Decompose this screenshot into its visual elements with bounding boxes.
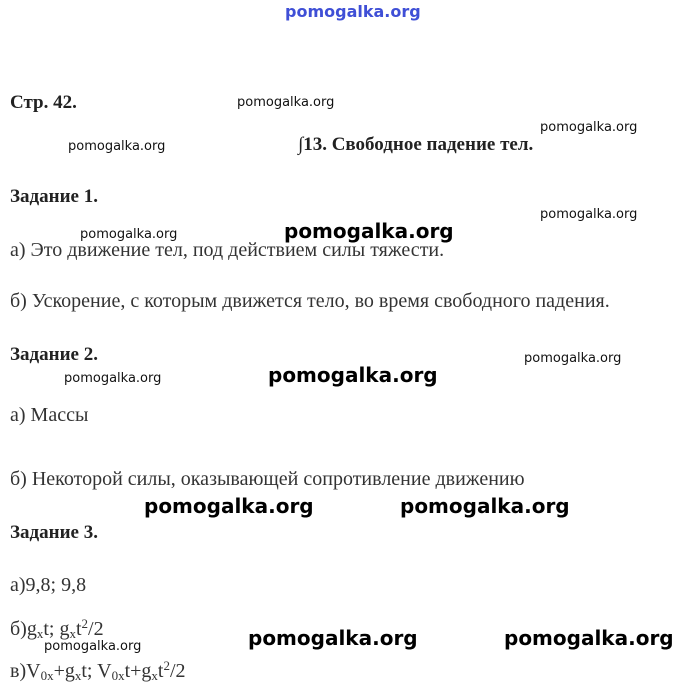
answer-b-g2: g [59,618,70,640]
watermark-small: pomogalka.org [68,139,166,154]
task-3-answer-a: а)9,8; 9,8 [10,574,87,596]
watermark-small: pomogalka.org [524,351,622,366]
answer-b-sub1: x [36,626,44,641]
answer-b-exp: 2 [81,616,89,631]
watermark-small: pomogalka.org [540,120,638,135]
answer-c-v1: V [26,660,41,682]
watermark-large: pomogalka.org [144,494,314,518]
answer-b-t2: t [75,618,82,640]
watermark-large: pomogalka.org [400,494,570,518]
answer-b-t1: t; [43,618,60,640]
answer-c-t2: t [157,660,164,682]
answer-c-exp: 2 [163,658,170,673]
watermark-large: pomogalka.org [248,626,418,650]
watermark-large: pomogalka.org [284,219,454,243]
answer-b-g1: g [26,618,37,640]
answer-c-tail: /2 [169,660,186,682]
answer-b-sub2: x [69,626,76,641]
answer-c-v2: V [97,660,112,682]
answer-c-t1: t; [81,660,98,682]
answer-b-tail: /2 [88,618,104,640]
watermark-top: pomogalka.org [285,2,421,21]
task-2-answer-b: б) Некоторой силы, оказывающей сопротивление движению [10,468,525,490]
page-reference: Стр. 42. [10,92,77,113]
task-1-answer-a: а) Это движение тел, под действием силы тяжести. [10,239,445,261]
task-3-title: Задание 3. [10,522,98,543]
answer-c-mid1: +g [53,660,75,682]
watermark-small: pomogalka.org [237,95,335,110]
watermark-large: pomogalka.org [268,363,438,387]
answer-c-sub1: 0x [40,668,54,683]
answer-c-sub3: 0x [111,668,125,683]
task-2-title: Задание 2. [10,344,98,365]
task-3-answer-c [10,658,186,684]
answer-c-mid2: t+g [124,660,152,682]
watermark-small: pomogalka.org [80,227,178,242]
section-title: ∫13. Свободное падение тел. [298,134,534,155]
answer-c-sub4: x [151,668,158,683]
task-1-answer-b: б) Ускорение, с которым движется тело, во время свободного падения. [10,290,610,312]
answer-b-prefix: б) [10,618,27,640]
watermark-small: pomogalka.org [44,639,142,654]
watermark-large: pomogalka.org [504,626,674,650]
task-2-answer-a: а) Массы [10,404,89,426]
watermark-small: pomogalka.org [64,371,162,386]
watermark-small: pomogalka.org [540,207,638,222]
answer-c-prefix: в) [10,660,27,682]
task-1-title: Задание 1. [10,186,98,207]
answer-c-sub2: x [74,668,82,683]
